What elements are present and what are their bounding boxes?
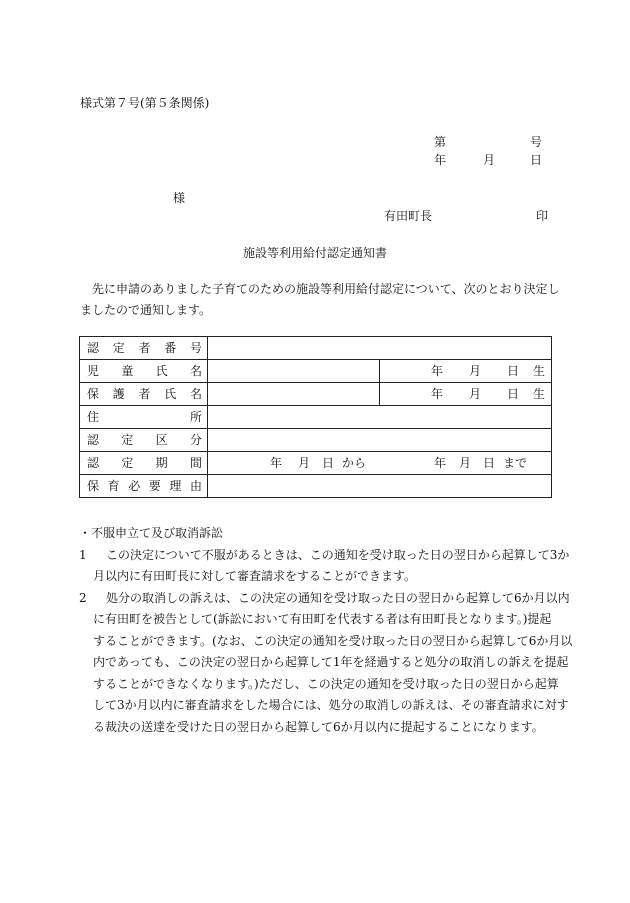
note-text: 処分の取消しの訴えは、この決定の通知を受け取った日の翌日から起算して6か月以内 [106, 590, 570, 605]
dob-day: 日 [506, 387, 519, 401]
label-char: 者 [138, 341, 151, 355]
label-cert-no [80, 337, 208, 360]
dob-day: 日 [506, 364, 519, 378]
label-char: 氏 [164, 387, 177, 401]
note-line [79, 545, 570, 567]
note-line [79, 674, 557, 696]
table-row [80, 406, 552, 429]
label-char: 定 [121, 433, 134, 447]
period-from-day: 日 [322, 456, 335, 470]
label-char: 要 [148, 479, 161, 493]
table-row [80, 337, 552, 360]
dob-born: 生 [532, 387, 545, 401]
label-char: 理 [169, 479, 182, 493]
certification-table [79, 336, 552, 498]
label-char: 童 [121, 364, 134, 378]
period-to-month: 月 [459, 456, 472, 470]
table-row [80, 429, 552, 452]
value-cert-category[interactable] [208, 429, 552, 452]
period-from: から [342, 456, 367, 470]
value-address[interactable] [208, 406, 552, 429]
value-cert-period[interactable] [208, 452, 552, 475]
label-char: 分 [189, 433, 202, 447]
label-char: 定 [112, 341, 125, 355]
label-text [80, 457, 207, 469]
intro-line: ましたので通知します。 [80, 303, 212, 317]
label-char: 護 [112, 387, 125, 401]
label-text [80, 480, 207, 492]
value-childcare-reason[interactable] [208, 475, 552, 498]
note-line [79, 652, 569, 674]
label-char: 認 [87, 341, 100, 355]
period-to-day: 日 [483, 456, 496, 470]
intro-paragraph [80, 279, 560, 321]
note-line [79, 717, 557, 739]
label-address [80, 406, 208, 429]
addressee-suffix: 様 [173, 191, 186, 205]
label-text [80, 342, 207, 354]
document-title: 施設等利用給付認定通知書 [242, 246, 387, 260]
label-cert-category [80, 429, 208, 452]
label-char: 保 [87, 479, 100, 493]
label-text [80, 388, 207, 400]
notes-heading: ・不服申立て及び取消訴訟 [79, 526, 224, 540]
note-line [79, 588, 570, 610]
label-char: 名 [189, 364, 202, 378]
value-child-dob[interactable] [380, 360, 552, 383]
dob-month: 月 [468, 364, 481, 378]
label-text [80, 434, 207, 446]
table-row [80, 383, 552, 406]
form-number: 様式第７号(第５条関係) [80, 96, 210, 110]
label-char: 者 [138, 387, 151, 401]
note-number: 2 [79, 590, 87, 605]
note-text: して3か月以内に審査請求をした場合には、処分の取消しの訴えは、その審査請求に対す [93, 698, 569, 712]
label-text [80, 411, 207, 423]
label-char: 認 [87, 433, 100, 447]
note-text: することができます。(なお、この決定の通知を受け取った日の翌日から起算して6か月以 [93, 633, 573, 648]
label-char: 児 [87, 364, 100, 378]
note-number: 1 [79, 547, 87, 562]
doc-no-suffix: 号 [530, 135, 543, 149]
note-text: に有田町を被告として(訴訟において有田町を代表する者は有田町長となります。)提起 [93, 612, 552, 626]
table-row [80, 360, 552, 383]
dob-year: 年 [430, 387, 443, 401]
table-row [80, 452, 552, 475]
date-year: 年 [434, 153, 447, 167]
period-to-year: 年 [434, 456, 447, 470]
appeal-notes [79, 523, 573, 738]
note-line [79, 631, 573, 653]
note-text: 内であっても、この決定の翌日から起算して1年を経過すると処分の取消しの訴えを提起 [93, 655, 569, 669]
note-text: る裁決の送達を受けた日の翌日から起算して6か月以内に提起することになります。 [93, 719, 544, 734]
date-month: 月 [483, 153, 496, 167]
dob-group [380, 365, 551, 377]
intro-line: 先に申請のありました子育てのための施設等利用給付認定について、次のとおり決定し [92, 282, 560, 296]
label-char: 氏 [155, 364, 168, 378]
label-char: 所 [189, 410, 202, 424]
dob-year: 年 [430, 364, 443, 378]
value-guardian-dob[interactable] [380, 383, 552, 406]
dob-group [380, 388, 551, 400]
period-to: まで [503, 456, 528, 470]
label-char: 育 [107, 479, 120, 493]
period-from-month: 月 [298, 456, 311, 470]
label-char: 住 [87, 410, 100, 424]
value-guardian-name[interactable] [208, 383, 380, 406]
note-text: この決定について不服があるときは、この通知を受け取った日の翌日から起算して3か [106, 547, 570, 562]
label-cert-period [80, 452, 208, 475]
label-char: 認 [87, 456, 100, 470]
period-from-year: 年 [270, 456, 283, 470]
label-child-name [80, 360, 208, 383]
label-char: 由 [189, 479, 202, 493]
dob-born: 生 [532, 364, 545, 378]
label-childcare-reason [80, 475, 208, 498]
label-text [80, 365, 207, 377]
issuer-name: 有田町長 [384, 209, 433, 223]
dob-month: 月 [468, 387, 481, 401]
label-char: 号 [189, 341, 202, 355]
note-line [79, 695, 569, 717]
issuer-seal: 印 [536, 209, 549, 223]
value-child-name[interactable] [208, 360, 380, 383]
label-char: 番 [164, 341, 177, 355]
label-char: 期 [155, 456, 168, 470]
label-char: 保 [87, 387, 100, 401]
label-char: 間 [189, 456, 202, 470]
note-line [79, 609, 557, 631]
date-day: 日 [530, 153, 543, 167]
note-text: することができなくなります。)ただし、この決定の通知を受け取った日の翌日から起算 [93, 676, 559, 691]
value-cert-no[interactable] [208, 337, 552, 360]
label-char: 区 [155, 433, 168, 447]
note-line [79, 566, 557, 588]
label-char: 定 [121, 456, 134, 470]
label-guardian-name [80, 383, 208, 406]
doc-no-prefix: 第 [434, 135, 447, 149]
label-char: 名 [189, 387, 202, 401]
table-row [80, 475, 552, 498]
note-text: 月以内に有田町長に対して審査請求をすることができます。 [93, 569, 417, 583]
label-char: 必 [128, 479, 141, 493]
